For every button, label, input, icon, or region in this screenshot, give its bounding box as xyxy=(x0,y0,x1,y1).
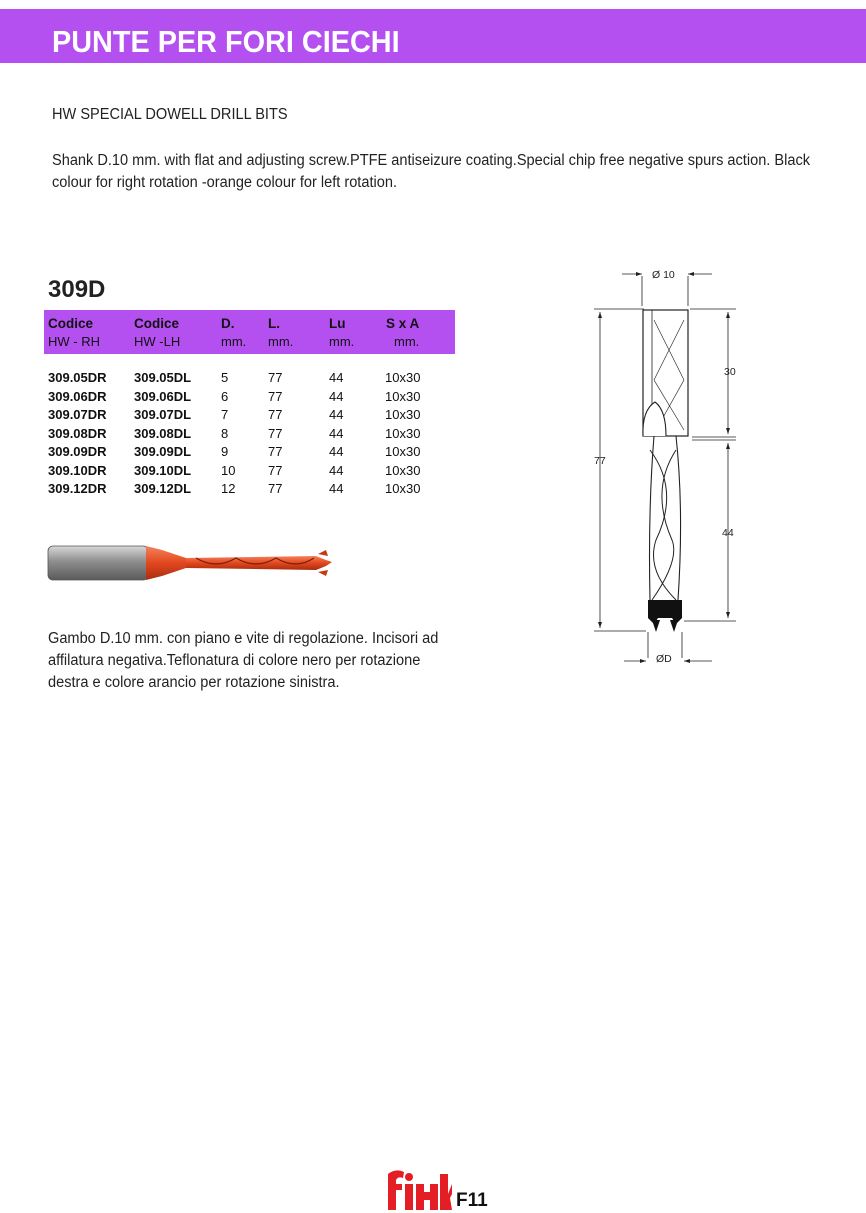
cell-code-lh: 309.06DL xyxy=(134,388,192,404)
cell-useful-length: 44 xyxy=(329,444,344,459)
cell-diameter: 10 xyxy=(221,462,236,478)
cell-length: 77 xyxy=(268,370,283,385)
cell-code-rh: 309.08DR xyxy=(48,425,107,441)
cell-length: 77 xyxy=(268,425,283,441)
cell-diameter: 12 xyxy=(221,481,236,496)
header-shank-size-unit: mm. xyxy=(394,334,420,349)
cell-length: 77 xyxy=(268,407,283,422)
cell-shank-size: 10x30 xyxy=(385,370,421,385)
cell-useful-length: 44 xyxy=(329,462,344,478)
table-header xyxy=(44,310,455,354)
description-italian: Gambo D.10 mm. con piano e vite di regolazione. Incisori ad affilatura negativa.Teflonatura di colore nero per rotazione destra e colore arancio per rotazione sinistra. xyxy=(48,630,439,691)
header-length: L. xyxy=(268,316,280,331)
cell-shank-size: 10x30 xyxy=(385,462,421,478)
label-useful-length: 44 xyxy=(722,527,734,539)
cell-length: 77 xyxy=(268,444,283,459)
cell-useful-length: 44 xyxy=(329,370,344,385)
label-shank-length: 30 xyxy=(724,366,736,378)
header-bar xyxy=(0,9,866,63)
cell-useful-length: 44 xyxy=(329,425,344,441)
header-diameter: D. xyxy=(221,316,235,331)
label-total-length: 77 xyxy=(594,455,606,467)
drill-bit-photo xyxy=(46,540,336,586)
header-shank-size: S x A xyxy=(386,316,420,331)
header-diameter-unit: mm. xyxy=(221,334,247,349)
cell-length: 77 xyxy=(268,481,283,496)
subtitle: HW SPECIAL DOWELL DRILL BITS xyxy=(52,106,288,123)
header-codice-rh-sub: HW - RH xyxy=(48,334,100,349)
fisak-logo xyxy=(386,1168,452,1212)
page-number: F11 xyxy=(456,1190,488,1211)
cell-shank-size: 10x30 xyxy=(385,388,421,404)
cell-code-lh: 309.07DL xyxy=(134,407,192,422)
cell-shank-size: 10x30 xyxy=(385,481,421,496)
header-length-unit: mm. xyxy=(268,334,294,349)
cell-code-rh: 309.06DR xyxy=(48,388,107,404)
cell-code-rh: 309.12DR xyxy=(48,481,107,496)
cell-code-rh: 309.07DR xyxy=(48,407,107,422)
technical-drawing xyxy=(580,260,750,670)
cell-length: 77 xyxy=(268,388,283,404)
cell-length: 77 xyxy=(268,462,283,478)
cell-code-lh: 309.12DL xyxy=(134,481,192,496)
cell-shank-size: 10x30 xyxy=(385,444,421,459)
cell-useful-length: 44 xyxy=(329,407,344,422)
cell-useful-length: 44 xyxy=(329,481,344,496)
cell-diameter: 5 xyxy=(221,370,229,385)
cell-code-rh: 309.09DR xyxy=(48,444,107,459)
page-title: PUNTE PER FORI CIECHI xyxy=(52,24,400,59)
cell-useful-length: 44 xyxy=(329,388,344,404)
cell-code-lh: 309.10DL xyxy=(134,462,192,478)
description-english: Shank D.10 mm. with flat and adjusting screw.PTFE antiseizure coating.Special chip free negative spurs action. Black colour for right rotation -orange colour for left rotation. xyxy=(52,152,811,191)
header-useful-length: Lu xyxy=(329,316,346,331)
cell-diameter: 6 xyxy=(221,388,229,404)
header-codice-rh: Codice xyxy=(48,316,94,331)
label-shank-diameter: Ø 10 xyxy=(652,269,675,281)
cell-code-lh: 309.05DL xyxy=(134,370,192,385)
label-tip-diameter: ØD xyxy=(656,653,672,665)
header-codice-lh: Codice xyxy=(134,316,180,331)
cell-code-lh: 309.09DL xyxy=(134,444,192,459)
cell-code-rh: 309.10DR xyxy=(48,462,107,478)
header-useful-length-unit: mm. xyxy=(329,334,355,349)
header-codice-lh-sub: HW -LH xyxy=(134,334,181,349)
cell-diameter: 9 xyxy=(221,444,229,459)
product-code: 309D xyxy=(48,276,106,303)
cell-shank-size: 10x30 xyxy=(385,425,421,441)
cell-diameter: 8 xyxy=(221,425,229,441)
cell-shank-size: 10x30 xyxy=(385,407,421,422)
cell-code-rh: 309.05DR xyxy=(48,370,107,385)
cell-diameter: 7 xyxy=(221,407,229,422)
cell-code-lh: 309.08DL xyxy=(134,425,192,441)
